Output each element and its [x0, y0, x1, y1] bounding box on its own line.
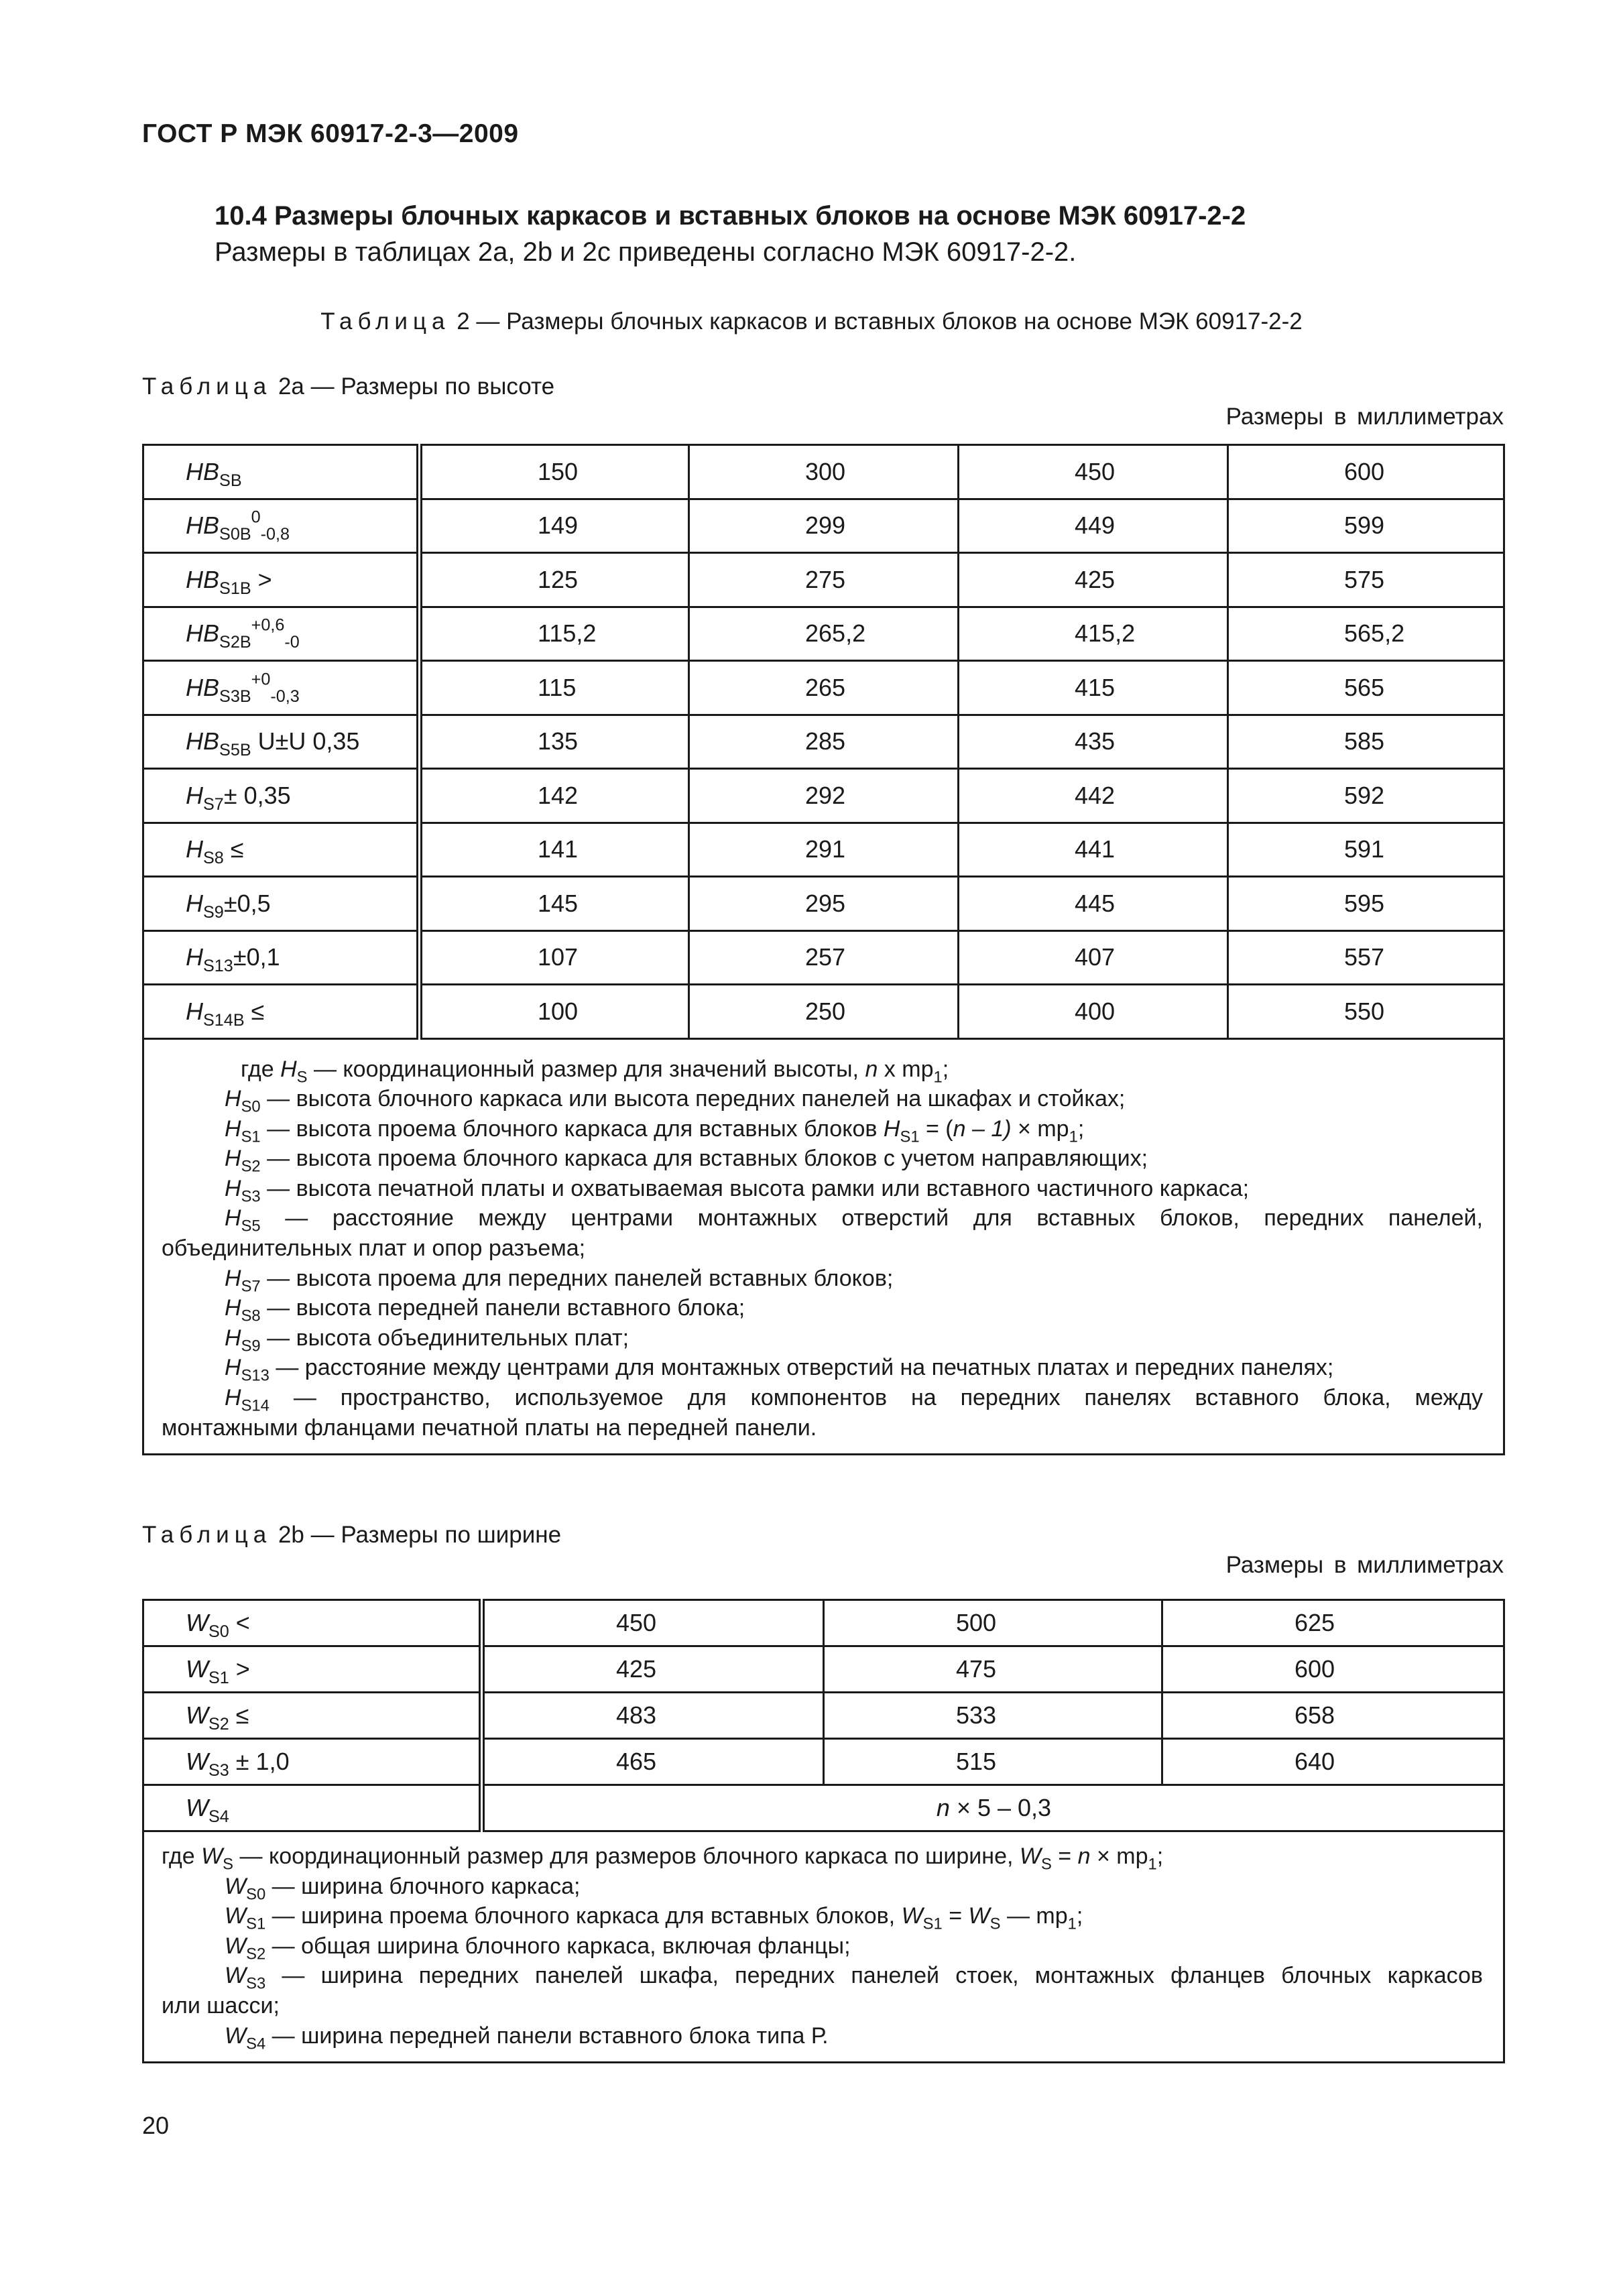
table-2a-body — [143, 445, 1504, 1039]
row-label: $H_{S9}\pm 0,5$ — [143, 877, 420, 931]
cell-value: 250 — [689, 985, 959, 1039]
note-line: $H_{S8}$ — высота передней панели вставного блока; — [225, 1295, 745, 1325]
cell-value: 515 — [824, 1739, 1162, 1785]
table-2a-notes — [143, 1038, 1504, 1455]
row-label: $HB_{SB}$ — [143, 445, 420, 499]
cell-value: 600 — [1162, 1646, 1504, 1693]
table-2b-units: Размеры в миллиметрах — [1225, 1552, 1504, 1578]
row-label: $W_{S2}$ ≤ — [143, 1693, 482, 1739]
cell-value: 465 — [482, 1739, 824, 1785]
cell-value: 557 — [1228, 930, 1504, 985]
note-line: $H_{S1}$ — высота проема блочного каркаса для вставных блоков $H_{S1} = (n - 1) \times mp_1$; — [225, 1115, 1085, 1146]
table-row — [143, 607, 1504, 661]
cell-value: 145 — [420, 877, 689, 931]
table-word: Таблица — [142, 373, 272, 400]
cell-value: 475 — [824, 1646, 1162, 1693]
note-line: объединительных плат и опор разъема; — [162, 1235, 586, 1262]
cell-value: 115,2 — [420, 607, 689, 661]
row-label: $HB_{S3B}^{+0}_{-0,3}$ — [143, 661, 420, 715]
cell-value: 591 — [1228, 823, 1504, 877]
note-line: $H_{S5}$ — расстояние между центрами монтажных отверстий для вставных блоков, передних панелей, — [225, 1205, 1483, 1235]
cell-value: 592 — [1228, 769, 1504, 823]
table-row — [143, 823, 1504, 877]
table-2b-caption — [142, 1522, 561, 1549]
table-2a-caption-text: 2а — Размеры по высоте — [278, 373, 555, 400]
cell-value: 141 — [420, 823, 689, 877]
table-row — [143, 499, 1504, 553]
table-row — [143, 930, 1504, 985]
table-2b — [142, 1599, 1505, 2063]
table-row — [143, 769, 1504, 823]
cell-value: 550 — [1228, 985, 1504, 1039]
cell-value: 292 — [689, 769, 959, 823]
cell-value: 595 — [1228, 877, 1504, 931]
cell-value: 483 — [482, 1693, 824, 1739]
row-label: $H_{S8}$ ≤ — [143, 823, 420, 877]
cell-value: 150 — [420, 445, 689, 499]
note-line: $H_{S14}$ — пространство, используемое для компонентов на передних панелях вставного блока, между — [225, 1385, 1483, 1415]
table-2b-body — [143, 1600, 1504, 1785]
cell-value: 565 — [1228, 661, 1504, 715]
row-label: $H_{S13}\pm 0,1$ — [143, 930, 420, 985]
table-row — [143, 1646, 1504, 1693]
cell-value: 533 — [824, 1693, 1162, 1739]
note-line: $W_{S0}$ — ширина блочного каркаса; — [225, 1873, 581, 1903]
row-label: $H_{S7}\pm 0,35$ — [143, 769, 420, 823]
cell-value: 658 — [1162, 1693, 1504, 1739]
cell-value: 425 — [482, 1646, 824, 1693]
table-row — [143, 715, 1504, 769]
cell-value: n × 5 – 0,3 — [482, 1785, 1504, 1831]
row-label: $W_{S0}$ < — [143, 1600, 482, 1646]
cell-value: 450 — [482, 1600, 824, 1646]
row-label: $H_{S14B}$ ≤ — [143, 985, 420, 1039]
row-label: $HB_{S1B}$ > — [143, 553, 420, 607]
cell-value: 575 — [1228, 553, 1504, 607]
cell-value: 449 — [959, 499, 1228, 553]
cell-value: 442 — [959, 769, 1228, 823]
cell-value: 599 — [1228, 499, 1504, 553]
row-label: $HB_{S2B}^{+0,6}_{-0}$ — [143, 607, 420, 661]
row-label: $W_{S1}$ > — [143, 1646, 482, 1693]
cell-value: 295 — [689, 877, 959, 931]
cell-value: 149 — [420, 499, 689, 553]
note-line: или шасси; — [162, 1992, 280, 2018]
cell-value: 115 — [420, 661, 689, 715]
cell-value: 300 — [689, 445, 959, 499]
cell-value: 450 — [959, 445, 1228, 499]
note-line: $H_{S13}$ — расстояние между центрами для монтажных отверстий на печатных платах и передних панелях; — [225, 1355, 1334, 1385]
cell-value: 100 — [420, 985, 689, 1039]
cell-value: 265 — [689, 661, 959, 715]
note-line: $W_{S3}$ — ширина передних панелей шкафа, передних панелей стоек, монтажных фланцев блочных каркасов — [225, 1963, 1483, 1993]
row-label: $HB_{S5B}$ U±U 0,35 — [143, 715, 420, 769]
section-intro: Размеры в таблицах 2а, 2b и 2с приведены согласно МЭК 60917-2-2. — [215, 237, 1077, 267]
document-header: ГОСТ Р МЭК 60917-2-3—2009 — [142, 119, 519, 148]
cell-value: 425 — [959, 553, 1228, 607]
table-2a-caption — [142, 373, 554, 400]
cell-value: 565,2 — [1228, 607, 1504, 661]
note-line: $H_{S7}$ — высота проема для передних панелей вставных блоков; — [225, 1265, 894, 1295]
cell-value: 299 — [689, 499, 959, 553]
table-word: Таблица — [320, 308, 450, 335]
cell-value: 600 — [1228, 445, 1504, 499]
table-row — [143, 877, 1504, 931]
note-line: $W_{S1}$ — ширина проема блочного каркаса для вставных блоков, $W_{S1} = W_S$ — $mp_1$; — [225, 1903, 1083, 1933]
cell-value: 445 — [959, 877, 1228, 931]
cell-value: 415 — [959, 661, 1228, 715]
note-line: где $W_S$ — координационный размер для размеров блочного каркаса по ширине, $W_S = n \times mp_1$; — [162, 1844, 1164, 1874]
note-line: $H_{S2}$ — высота проема блочного каркаса для вставных блоков с учетом направляющих; — [225, 1146, 1148, 1176]
cell-value: 435 — [959, 715, 1228, 769]
table-word: Таблица — [142, 1522, 272, 1548]
table-2a — [142, 444, 1505, 1455]
table-2a-units: Размеры в миллиметрах — [1225, 404, 1504, 430]
cell-value: 291 — [689, 823, 959, 877]
row-label: $W_{S4}$ — [143, 1785, 482, 1831]
note-line: монтажными фланцами печатной платы на передней панели. — [162, 1414, 817, 1441]
note-line: $H_{S9}$ — высота объединительных плат; — [225, 1325, 629, 1355]
cell-value: 142 — [420, 769, 689, 823]
note-line: $W_{S2}$ — общая ширина блочного каркаса, включая фланцы; — [225, 1933, 851, 1963]
cell-value: 265,2 — [689, 607, 959, 661]
row-label: $W_{S3} \pm 1,0$ — [143, 1739, 482, 1785]
section-title: 10.4 Размеры блочных каркасов и вставных блоков на основе МЭК 60917-2-2 — [215, 201, 1246, 231]
table-row — [143, 661, 1504, 715]
row-label: $HB_{S0B}^0_{-0,8}$ — [143, 499, 420, 553]
table-row — [143, 553, 1504, 607]
table-2b-caption-text: 2b — Размеры по ширине — [278, 1522, 562, 1548]
table-2-caption — [0, 308, 1623, 335]
page-number: 20 — [142, 2112, 170, 2139]
table-row — [143, 985, 1504, 1039]
cell-value: 500 — [824, 1600, 1162, 1646]
cell-value: 407 — [959, 930, 1228, 985]
cell-value: 107 — [420, 930, 689, 985]
cell-value: 441 — [959, 823, 1228, 877]
cell-value: 625 — [1162, 1600, 1504, 1646]
note-line: $W_{S4}$ — ширина передней панели вставного блока типа Р. — [225, 2022, 829, 2053]
cell-value: 275 — [689, 553, 959, 607]
cell-value: 257 — [689, 930, 959, 985]
table-row — [143, 1693, 1504, 1739]
cell-value: 585 — [1228, 715, 1504, 769]
cell-value: 135 — [420, 715, 689, 769]
note-line: $H_{S3}$ — высота печатной платы и охватываемая высота рамки или вставного частичного каркаса; — [225, 1175, 1250, 1206]
cell-value: 640 — [1162, 1739, 1504, 1785]
table-2b-notes — [143, 1831, 1504, 2063]
table-row — [143, 1739, 1504, 1785]
table-row — [143, 445, 1504, 499]
table-2-caption-text: 2 — Размеры блочных каркасов и вставных блоков на основе МЭК 60917-2-2 — [457, 308, 1303, 335]
note-line: $H_{S0}$ — высота блочного каркаса или высота передних панелей на шкафах и стойках; — [225, 1086, 1126, 1116]
note-line: где $H_S$ — координационный размер для значений высоты, n х $mp_1$; — [241, 1056, 949, 1086]
cell-value: 125 — [420, 553, 689, 607]
cell-value: 285 — [689, 715, 959, 769]
table-row — [143, 1600, 1504, 1646]
cell-value: 400 — [959, 985, 1228, 1039]
cell-value: 415,2 — [959, 607, 1228, 661]
